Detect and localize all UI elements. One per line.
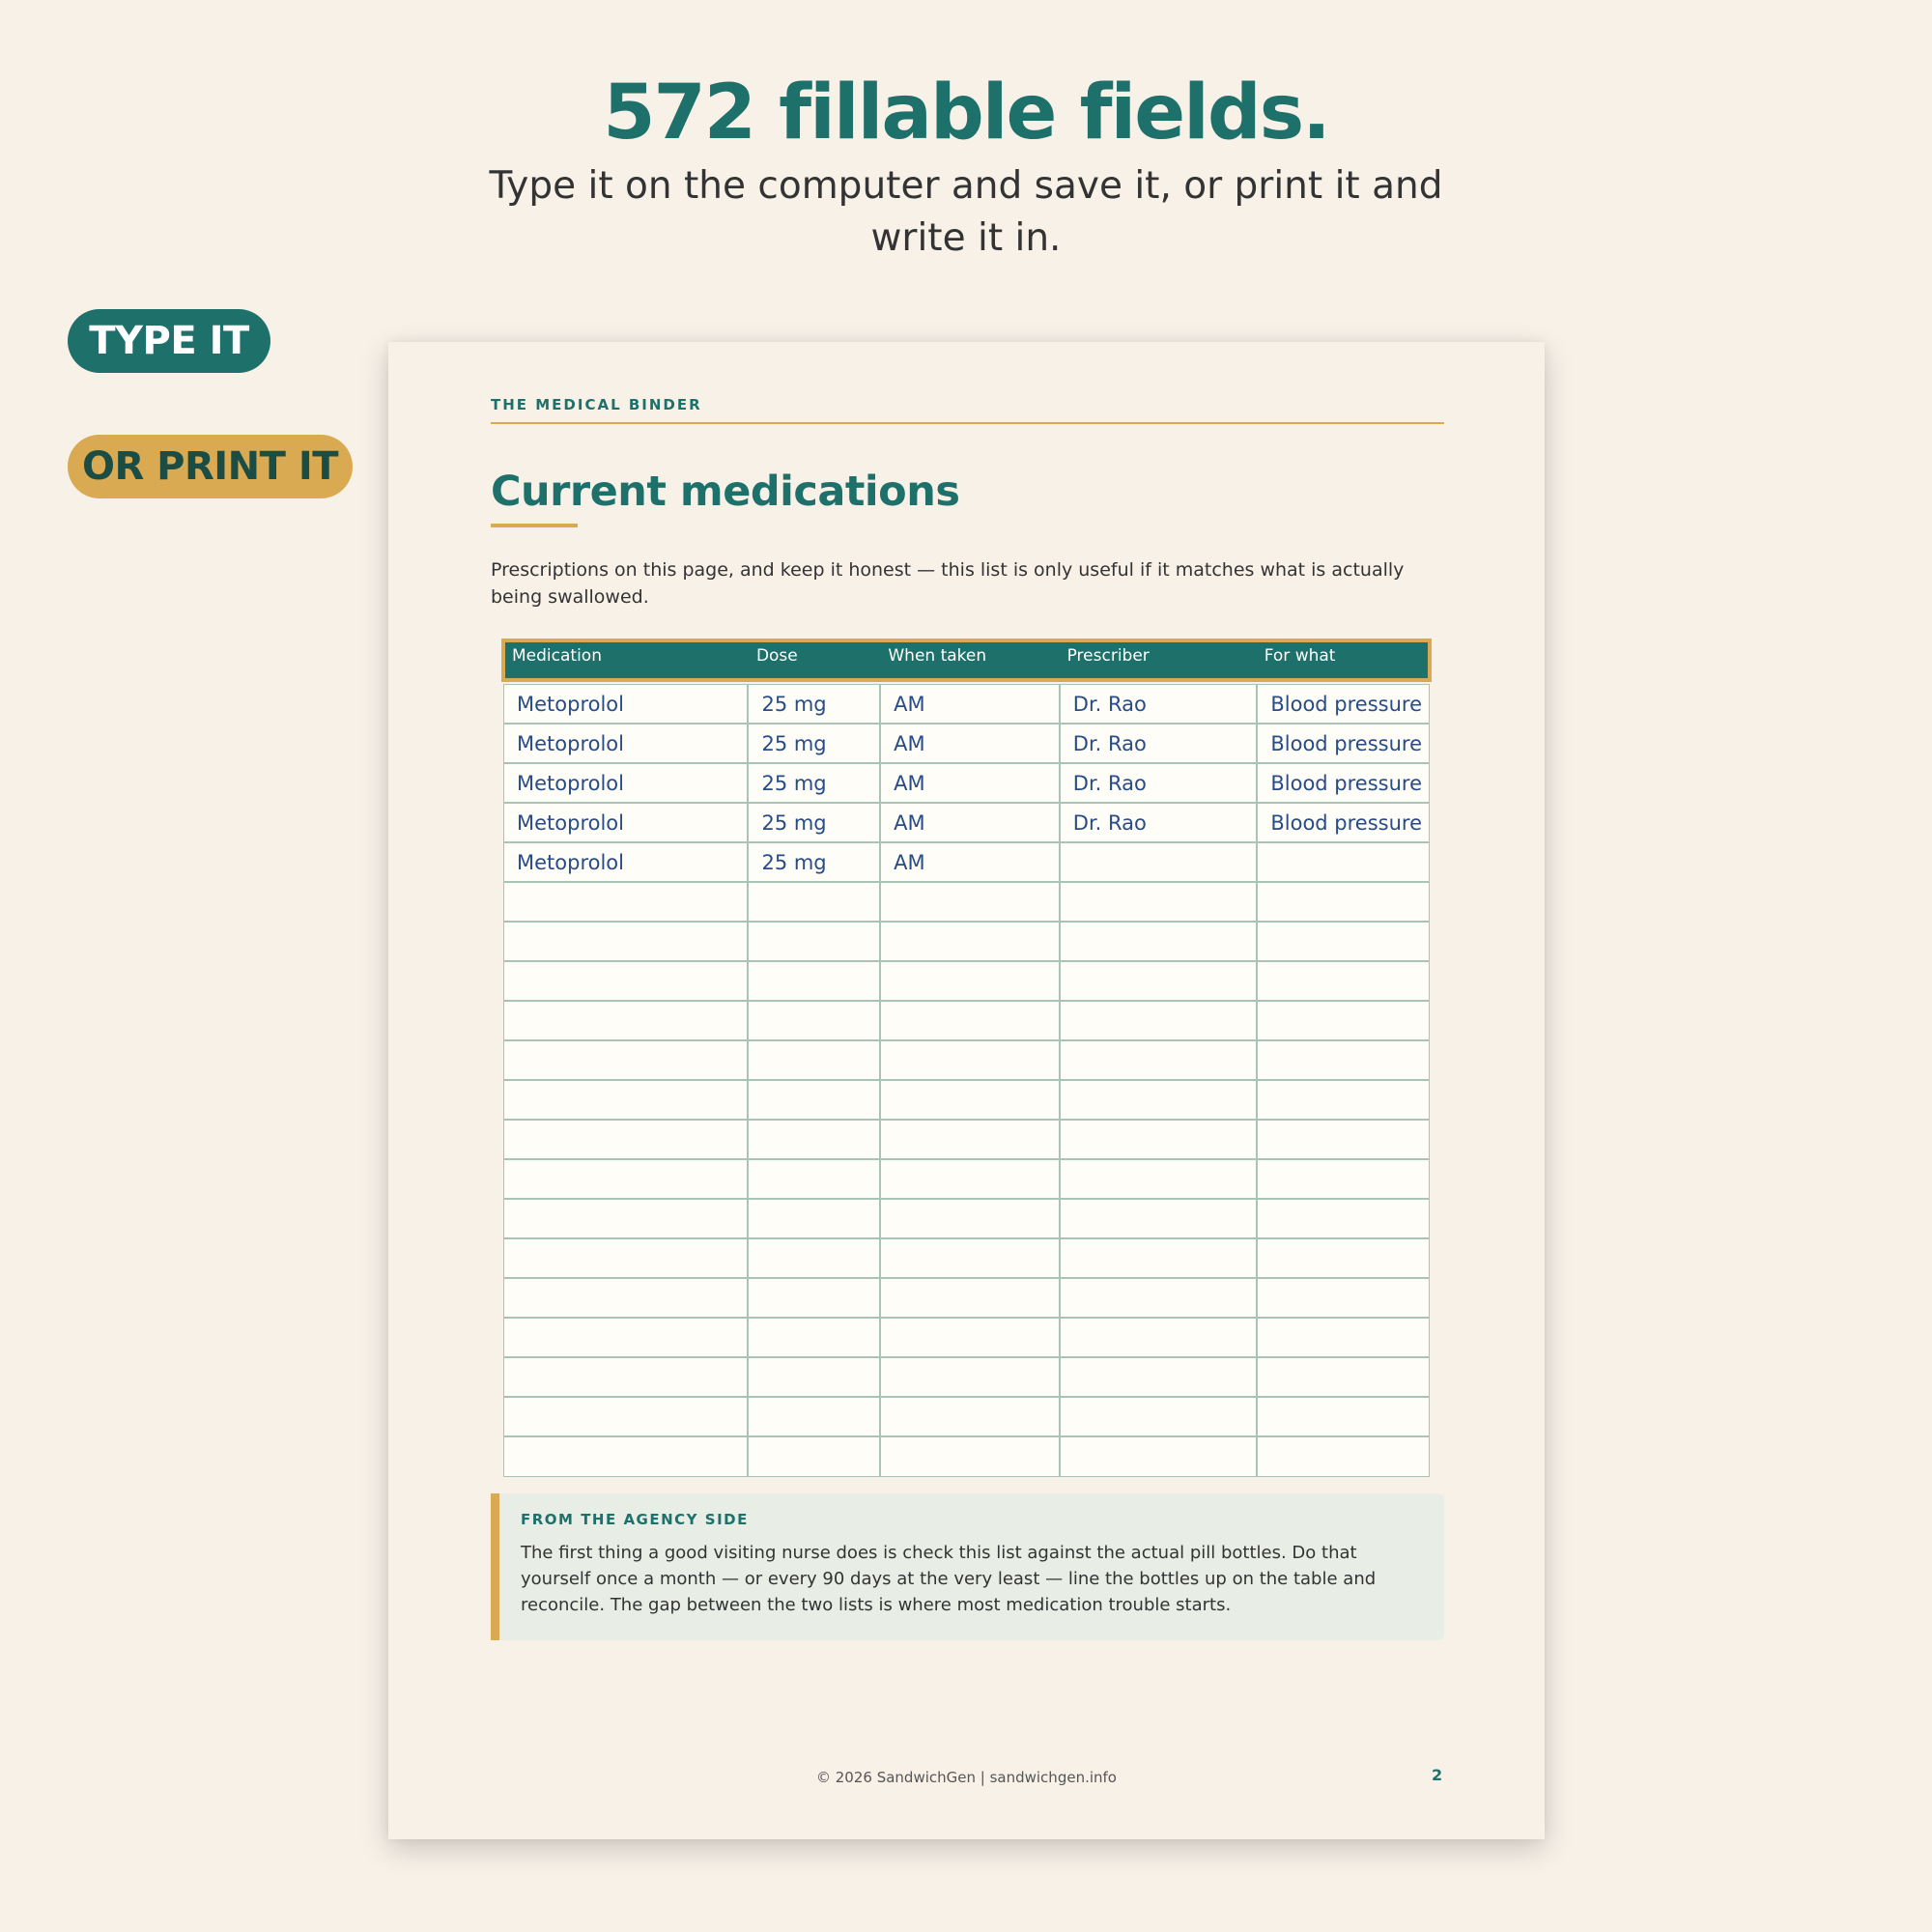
for-what-field[interactable]: Blood pressure <box>1258 724 1429 762</box>
column-header-when-taken: When taken <box>888 646 987 666</box>
for-what-field[interactable] <box>1258 1239 1429 1277</box>
medication-field[interactable] <box>504 1437 749 1476</box>
table-row <box>504 1081 1429 1121</box>
when-taken-field[interactable] <box>881 1398 1061 1435</box>
dose-field[interactable] <box>749 1200 881 1237</box>
for-what-field[interactable] <box>1258 1437 1429 1476</box>
dose-field[interactable] <box>749 923 881 960</box>
prescriber-field[interactable] <box>1061 1279 1259 1317</box>
medication-field[interactable]: Metoprolol <box>504 804 749 841</box>
medication-field[interactable]: Metoprolol <box>504 764 749 802</box>
when-taken-field[interactable] <box>881 1239 1061 1277</box>
medication-field[interactable]: Metoprolol <box>504 843 749 881</box>
when-taken-field[interactable] <box>881 1358 1061 1396</box>
dose-field[interactable] <box>749 1041 881 1079</box>
column-header-dose: Dose <box>755 646 798 666</box>
column-header-for-what: For what <box>1264 646 1336 666</box>
when-taken-field[interactable] <box>881 1319 1061 1356</box>
when-taken-field[interactable]: AM <box>881 804 1061 841</box>
prescriber-field[interactable] <box>1061 923 1259 960</box>
when-taken-field[interactable]: AM <box>881 764 1061 802</box>
table-row <box>504 883 1429 923</box>
dose-field[interactable] <box>749 883 881 921</box>
when-taken-field[interactable] <box>881 962 1061 1000</box>
prescriber-field[interactable] <box>1061 1319 1259 1356</box>
prescriber-field[interactable] <box>1061 1239 1259 1277</box>
for-what-field[interactable] <box>1258 1200 1429 1237</box>
medication-field[interactable] <box>504 1160 749 1198</box>
prescriber-field[interactable] <box>1061 1437 1259 1476</box>
medication-field[interactable] <box>504 1279 749 1317</box>
agency-callout <box>491 1493 1444 1640</box>
table-row <box>504 1121 1429 1160</box>
table-row <box>504 1358 1429 1398</box>
for-what-field[interactable] <box>1258 883 1429 921</box>
section-title: Current medications <box>491 468 960 516</box>
table-row <box>504 1437 1429 1476</box>
for-what-field[interactable] <box>1258 1002 1429 1039</box>
prescriber-field[interactable] <box>1061 1081 1259 1119</box>
title-accent-bar <box>491 524 578 527</box>
header-divider <box>491 422 1444 424</box>
medication-field[interactable] <box>504 883 749 921</box>
table-row <box>504 923 1429 962</box>
prescriber-field[interactable]: Dr. Rao <box>1061 685 1259 723</box>
table-row <box>504 724 1429 764</box>
when-taken-field[interactable]: AM <box>881 724 1061 762</box>
dose-field[interactable]: 25 mg <box>749 804 881 841</box>
prescriber-field[interactable]: Dr. Rao <box>1061 764 1259 802</box>
dose-field[interactable] <box>749 1398 881 1435</box>
prescriber-field[interactable]: Dr. Rao <box>1061 724 1259 762</box>
column-header-prescriber: Prescriber <box>1066 646 1150 666</box>
when-taken-field[interactable] <box>881 1437 1061 1476</box>
table-row <box>504 1279 1429 1319</box>
callout-body: The first thing a good visiting nurse does is check this list against the actual pill bottles. Do that yourself once a month — or every 90 days at the very least — line the bottles up on the table and reconcile. The gap between the two lists is where most medication trouble starts. <box>521 1543 1377 1615</box>
medication-field[interactable]: Metoprolol <box>504 685 749 723</box>
callout-heading: FROM THE AGENCY SIDE <box>521 1511 749 1528</box>
prescriber-field[interactable] <box>1061 1160 1259 1198</box>
table-row <box>504 1160 1429 1200</box>
medication-field[interactable] <box>504 1200 749 1237</box>
dose-field[interactable]: 25 mg <box>749 685 881 723</box>
dose-field[interactable] <box>749 1081 881 1119</box>
table-row <box>504 1041 1429 1081</box>
when-taken-field[interactable] <box>881 1160 1061 1198</box>
for-what-field[interactable] <box>1258 1160 1429 1198</box>
print-it-badge: OR PRINT IT <box>68 435 353 498</box>
for-what-field[interactable]: Blood pressure <box>1258 804 1429 841</box>
table-row <box>504 962 1429 1002</box>
medication-field[interactable] <box>504 1398 749 1435</box>
hero-subtitle: Type it on the computer and save it, or print it and write it in. <box>489 164 1443 260</box>
prescriber-field[interactable]: Dr. Rao <box>1061 804 1259 841</box>
medication-field[interactable] <box>504 1121 749 1158</box>
binder-label: THE MEDICAL BINDER <box>491 396 702 413</box>
when-taken-field[interactable] <box>881 883 1061 921</box>
table-body <box>503 684 1430 1477</box>
table-row <box>504 1002 1429 1041</box>
dose-field[interactable] <box>749 1121 881 1158</box>
medication-field[interactable] <box>504 1041 749 1079</box>
when-taken-field[interactable]: AM <box>881 843 1061 881</box>
dose-field[interactable] <box>749 962 881 1000</box>
medication-field[interactable] <box>504 1081 749 1119</box>
dose-field[interactable]: 25 mg <box>749 764 881 802</box>
prescriber-field[interactable] <box>1061 883 1259 921</box>
for-what-field[interactable]: Blood pressure <box>1258 685 1429 723</box>
dose-field[interactable] <box>749 1002 881 1039</box>
medication-field[interactable] <box>504 923 749 960</box>
medication-field[interactable] <box>504 1358 749 1396</box>
for-what-field[interactable] <box>1258 962 1429 1000</box>
for-what-field[interactable] <box>1258 1081 1429 1119</box>
when-taken-field[interactable] <box>881 1041 1061 1079</box>
table-row <box>504 1200 1429 1239</box>
table-row <box>504 804 1429 843</box>
document-page <box>388 342 1545 1839</box>
for-what-field[interactable]: Blood pressure <box>1258 764 1429 802</box>
dose-field[interactable] <box>749 1358 881 1396</box>
table-row <box>504 685 1429 724</box>
page-number: 2 <box>1432 1766 1443 1784</box>
prescriber-field[interactable] <box>1061 962 1259 1000</box>
column-header-medication: Medication <box>512 646 602 666</box>
table-row <box>504 764 1429 804</box>
when-taken-field[interactable] <box>881 923 1061 960</box>
table-header <box>501 639 1432 682</box>
medication-field[interactable] <box>504 1002 749 1039</box>
table-row <box>504 843 1429 883</box>
dose-field[interactable]: 25 mg <box>749 724 881 762</box>
medication-field[interactable]: Metoprolol <box>504 724 749 762</box>
for-what-field[interactable] <box>1258 1041 1429 1079</box>
for-what-field[interactable] <box>1258 1279 1429 1317</box>
when-taken-field[interactable] <box>881 1200 1061 1237</box>
hero-title: 572 fillable fields. <box>603 70 1329 156</box>
table-row <box>504 1319 1429 1358</box>
for-what-field[interactable] <box>1258 1398 1429 1435</box>
medications-table <box>503 639 1430 1477</box>
intro-text: Prescriptions on this page, and keep it honest — this list is only useful if it matches what is actually being swallowed. <box>491 559 1405 608</box>
when-taken-field[interactable]: AM <box>881 685 1061 723</box>
dose-field[interactable] <box>749 1160 881 1198</box>
prescriber-field[interactable] <box>1061 1398 1259 1435</box>
type-it-badge: TYPE IT <box>68 309 270 373</box>
when-taken-field[interactable] <box>881 1081 1061 1119</box>
for-what-field[interactable] <box>1258 923 1429 960</box>
dose-field[interactable] <box>749 1437 881 1476</box>
when-taken-field[interactable] <box>881 1121 1061 1158</box>
dose-field[interactable] <box>749 1239 881 1277</box>
prescriber-field[interactable] <box>1061 1121 1259 1158</box>
for-what-field[interactable] <box>1258 843 1429 881</box>
dose-field[interactable] <box>749 1319 881 1356</box>
medication-field[interactable] <box>504 962 749 1000</box>
prescriber-field[interactable] <box>1061 1041 1259 1079</box>
when-taken-field[interactable] <box>881 1279 1061 1317</box>
page-footer: © 2026 SandwichGen | sandwichgen.info <box>816 1769 1117 1786</box>
medication-field[interactable] <box>504 1239 749 1277</box>
prescriber-field[interactable] <box>1061 843 1259 881</box>
prescriber-field[interactable] <box>1061 1002 1259 1039</box>
for-what-field[interactable] <box>1258 1319 1429 1356</box>
dose-field[interactable] <box>749 1279 881 1317</box>
for-what-field[interactable] <box>1258 1358 1429 1396</box>
when-taken-field[interactable] <box>881 1002 1061 1039</box>
medication-field[interactable] <box>504 1319 749 1356</box>
prescriber-field[interactable] <box>1061 1358 1259 1396</box>
for-what-field[interactable] <box>1258 1121 1429 1158</box>
dose-field[interactable]: 25 mg <box>749 843 881 881</box>
prescriber-field[interactable] <box>1061 1200 1259 1237</box>
table-row <box>504 1398 1429 1437</box>
table-row <box>504 1239 1429 1279</box>
